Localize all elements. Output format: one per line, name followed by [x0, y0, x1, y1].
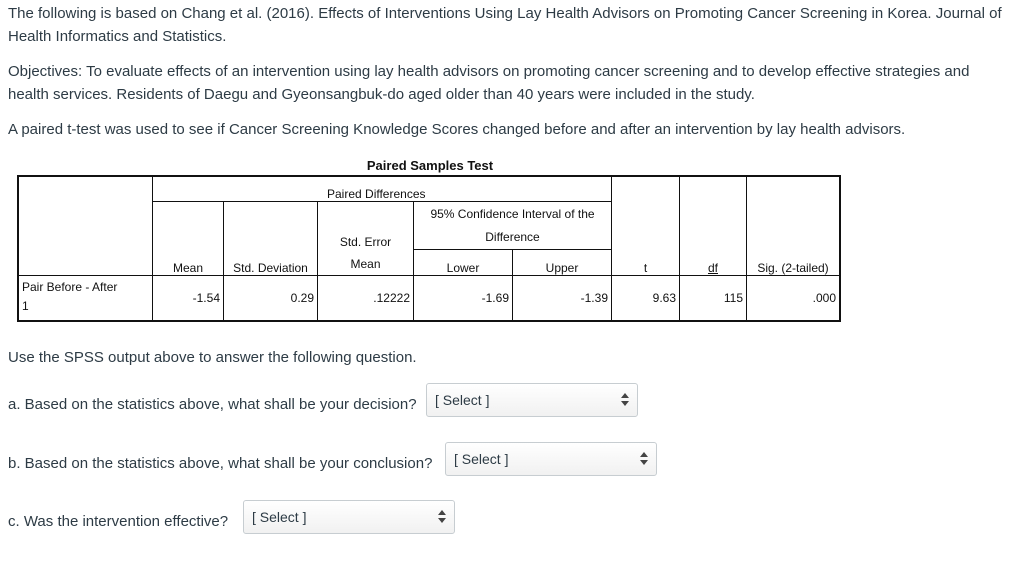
- mean-value: -1.54: [153, 275, 224, 321]
- df-value: 115: [680, 275, 747, 321]
- question-b: b. Based on the statistics above, what shall be your conclusion?: [8, 455, 433, 472]
- objectives-text: Objectives: To evaluate effects of an intervention using lay health advisors on promoting cancer screening and to develop effective strategies and health services. Residents of Daegu and Gyeonsangbuk-do aged older than 40 years were included in the study.: [8, 63, 970, 103]
- upper-value: -1.39: [513, 275, 612, 321]
- lower-header: Lower: [414, 249, 513, 275]
- std-deviation-value: 0.29: [224, 275, 318, 321]
- corner-cell: [18, 176, 153, 275]
- question-c: c. Was the intervention effective?: [8, 513, 229, 530]
- select-arrows-icon: [640, 451, 648, 467]
- decision-select[interactable]: [426, 383, 638, 417]
- citation-text: The following is based on Chang et al. (2016). Effects of Interventions Using Lay Health Advisors on Promoting Cancer Screening in Korea. Journal of Health Informatics and Statistics.: [8, 5, 1002, 45]
- method-text: A paired t-test was used to see if Cancer Screening Knowledge Scores changed before and after an intervention by lay health advisors.: [8, 121, 906, 138]
- question-intro: Use the SPSS output above to answer the following question.: [8, 349, 417, 366]
- upper-header: Upper: [513, 249, 612, 275]
- df-header: df: [680, 176, 747, 275]
- pair-row-label: Pair Before - After 1: [18, 275, 153, 321]
- paired-samples-table: [17, 175, 841, 322]
- spss-table-title: Paired Samples Test: [366, 158, 494, 173]
- std-error-mean-header: Std. Error Mean: [318, 201, 414, 275]
- mean-header: Mean: [153, 201, 224, 275]
- decision-select-value: [ Select ]: [435, 392, 490, 408]
- select-arrows-icon: [438, 509, 446, 525]
- question-a: a. Based on the statistics above, what shall be your decision?: [8, 396, 417, 413]
- std-deviation-header: Std. Deviation: [224, 201, 318, 275]
- conclusion-select[interactable]: [445, 442, 657, 476]
- conclusion-select-value: [ Select ]: [454, 451, 509, 467]
- paired-differences-header: Paired Differences: [153, 176, 612, 201]
- select-arrows-icon: [621, 392, 629, 408]
- effectiveness-select[interactable]: [243, 500, 455, 534]
- sig-value: .000: [747, 275, 841, 321]
- sig-header: Sig. (2-tailed): [747, 176, 841, 275]
- t-value: 9.63: [612, 275, 680, 321]
- effectiveness-select-value: [ Select ]: [252, 509, 307, 525]
- std-error-mean-value: .12222: [318, 275, 414, 321]
- lower-value: -1.69: [414, 275, 513, 321]
- confidence-interval-header: 95% Confidence Interval of the Difference: [414, 201, 612, 249]
- t-header: t: [612, 176, 680, 275]
